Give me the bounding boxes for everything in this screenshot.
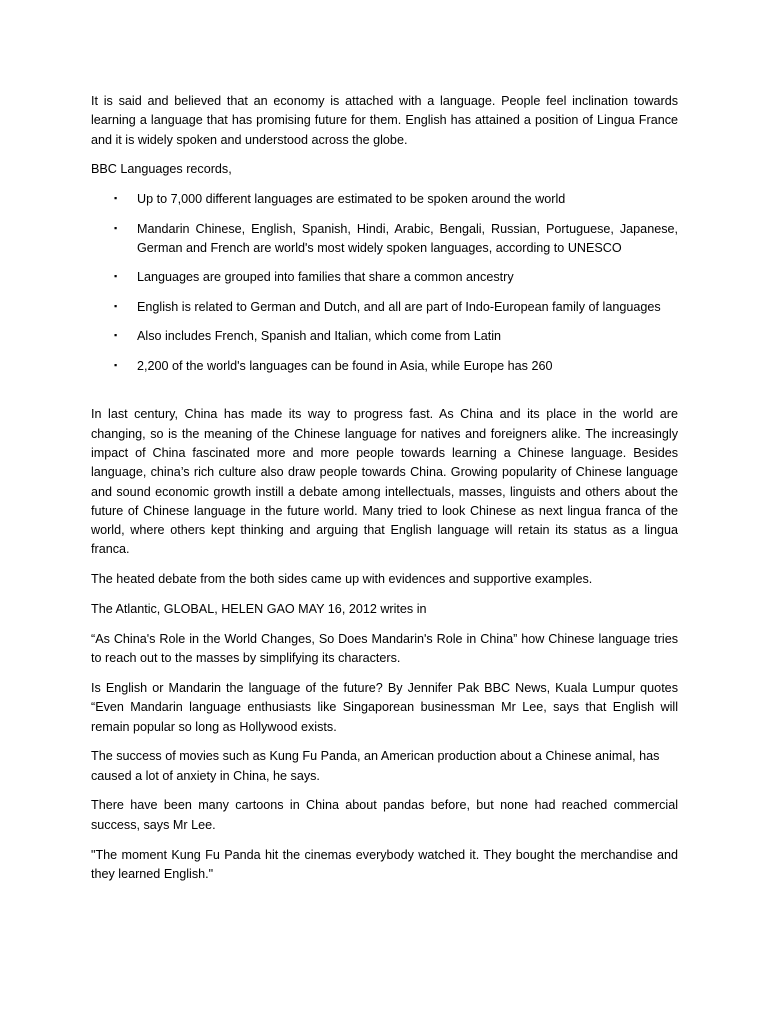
debate-paragraph: The heated debate from the both sides came up with evidences and supportive examples. (91, 572, 593, 587)
atlantic-quote-paragraph: “As China's Role in the World Changes, So Does Mandarin's Role in China” how Chinese language tries to reach out to the masses by simplifying its characters. (91, 631, 678, 666)
list-item-text: Up to 7,000 different languages are estimated to be spoken around the world (137, 192, 566, 207)
list-item-text: Mandarin Chinese, English, Spanish, Hindi, Arabic, Bengali, Russian, Portuguese, Japanese, German and French are world's most widely spoken languages, according to UNESCO (137, 221, 678, 255)
atlantic-citation: The Atlantic, GLOBAL, HELEN GAO MAY 16, 2012 writes in (91, 602, 427, 617)
list-item (91, 190, 678, 209)
bullet-icon: ▪ (114, 193, 118, 204)
list-item (91, 327, 678, 346)
list-item-text: Languages are grouped into families that share a common ancestry (137, 270, 514, 285)
china-progress-paragraph: In last century, China has made its way to progress fast. As China and its place in the world are changing, so is the meaning of the Chinese language for natives and foreigners alike. The increasingly impact of China fascinated more and more people towards learning a Chinese language. Besides language, china’s rich culture also draw people towards China. Growing popularity of Chinese language and sound economic growth instill a debate among intellectuals, masses, linguists and others about the future of Chinese language in the future world. Many tried to look Chinese as next lingua franca of the world, where others kept thinking and arguing that English language will retain its status as a lingua franca. (91, 407, 678, 557)
bullet-icon: ▪ (114, 300, 118, 311)
list-item-text: 2,200 of the world's languages can be found in Asia, while Europe has 260 (137, 358, 553, 373)
closing-quote-paragraph: "The moment Kung Fu Panda hit the cinemas everybody watched it. They bought the merchandise and they learned English." (91, 847, 678, 881)
bullet-icon: ▪ (114, 330, 118, 341)
bullet-icon: ▪ (114, 271, 118, 282)
intro-paragraph: It is said and believed that an economy is attached with a language. People feel inclination towards learning a language that has promising future for them. English has attained a position of Lingua France and it is widely spoken and understood across the globe. (91, 94, 678, 147)
bullet-icon: ▪ (114, 222, 118, 233)
list-item (91, 357, 678, 376)
bullet-icon: ▪ (114, 359, 118, 370)
bbc-records-label: BBC Languages records, (91, 162, 232, 177)
list-item-text: English is related to German and Dutch, and all are part of Indo-European family of languages (137, 299, 661, 314)
list-item (91, 220, 678, 259)
language-facts-list (91, 190, 678, 376)
list-item (91, 268, 678, 287)
kung-fu-panda-paragraph: The success of movies such as Kung Fu Panda, an American production about a Chinese animal, has caused a lot of anxiety in China, he says. (91, 749, 660, 783)
list-item-text: Also includes French, Spanish and Italian, which come from Latin (137, 329, 502, 344)
bbc-quote-paragraph: Is English or Mandarin the language of the future? By Jennifer Pak BBC News, Kuala Lumpur quotes “Even Mandarin language enthusiasts like Singaporean businessman Mr Lee, says that English will remain popular so long as Hollywood exists. (91, 680, 678, 734)
cartoons-paragraph: There have been many cartoons in China about pandas before, but none had reached commercial success, says Mr Lee. (91, 798, 678, 832)
spacer (91, 386, 678, 405)
list-item (91, 298, 678, 317)
